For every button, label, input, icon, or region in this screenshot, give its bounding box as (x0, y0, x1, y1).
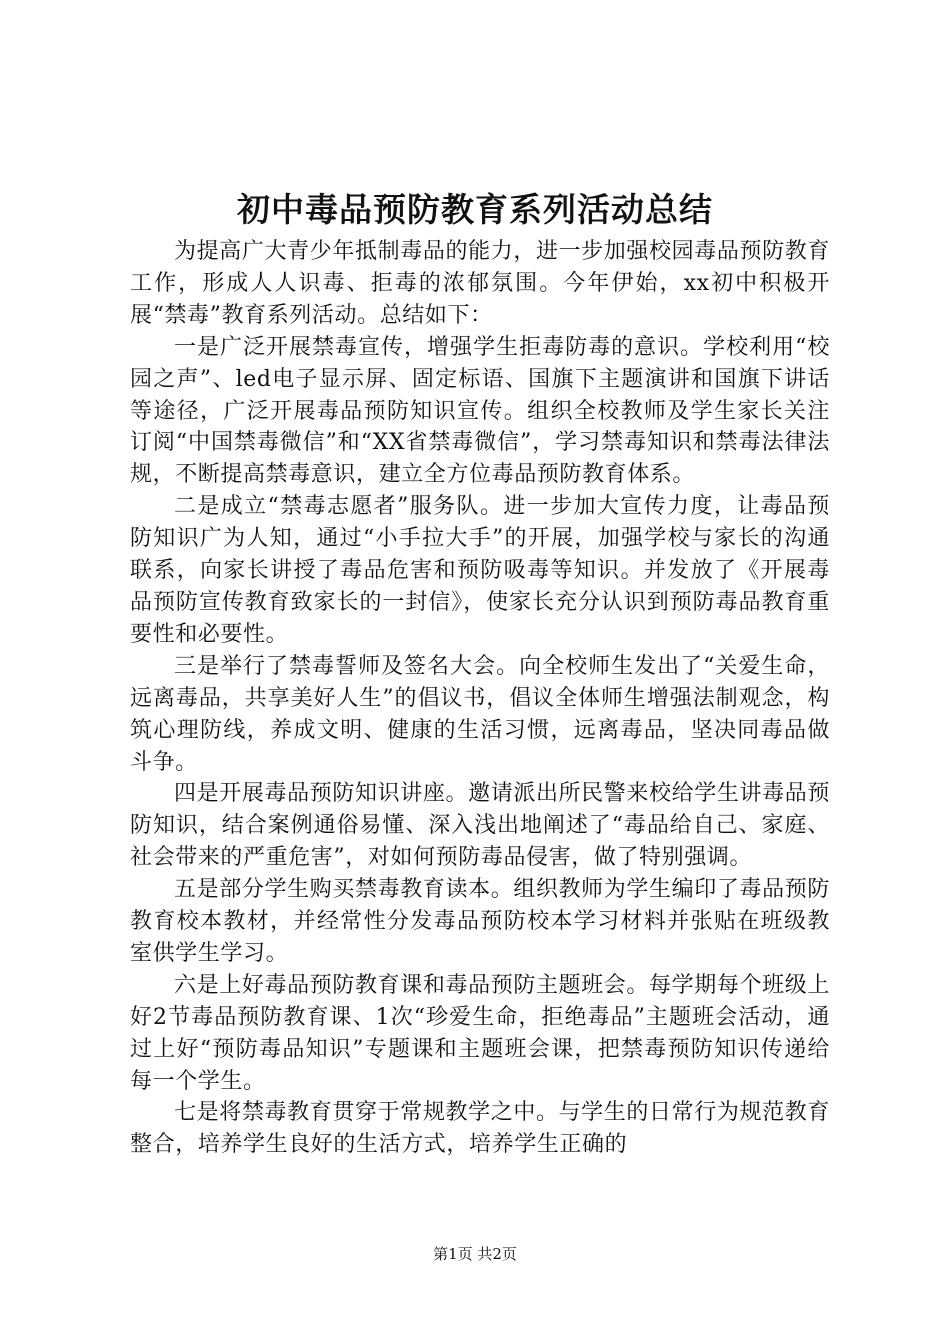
paragraph-item-2: 二是成立“禁毒志愿者”服务队。进一步加大宣传力度，让毒品预防知识广为人知，通过“小手拉大手”的开展，加强学校与家长的沟通联系，向家长讲授了毒品危害和预防吸毒等知识。并发放了《开展毒品预防宣传教育致家长的一封信》，使家长充分认识到预防毒品教育重要性和必要性。 (130, 494, 830, 647)
paragraph-intro: 为提高广大青少年抵制毒品的能力，进一步加强校园毒品预防教育工作，形成人人识毒、拒毒的浓郁氛围。今年伊始，xx初中积极开展“禁毒”教育系列活动。总结如下： (130, 239, 830, 328)
page-number-footer: 第1页 共2页 (433, 1245, 517, 1263)
paragraph-item-4: 四是开展毒品预防知识讲座。邀请派出所民警来校给学生讲毒品预防知识，结合案例通俗易懂、深入浅出地阐述了“毒品给自己、家庭、社会带来的严重危害”，对如何预防毒品侵害，做了特别强调。 (130, 781, 830, 871)
paragraph-item-5: 五是部分学生购买禁毒教育读本。组织教师为学生编印了毒品预防教育校本教材，并经常性分发毒品预防校本学习材料并张贴在班级教室供学生学习。 (130, 877, 830, 966)
paragraph-item-1: 一是广泛开展禁毒宣传，增强学生拒毒防毒的意识。学校利用“校园之声”、led电子显示屏、固定标语、国旗下主题演讲和国旗下讲话等途径，广泛开展毒品预防知识宣传。组织全校教师及学生家长关注订阅“中国禁毒微信”和“XX省禁毒微信”，学习禁毒知识和禁毒法律法规，不断提高禁毒意识，建立全方位毒品预防教育体系。 (130, 334, 830, 488)
document-body (130, 236, 830, 1161)
paragraph-item-6: 六是上好毒品预防教育课和毒品预防主题班会。每学期每个班级上好2节毒品预防教育课、1次“珍爱生命，拒绝毒品”主题班会活动，通过上好“预防毒品知识”专题课和主题班会课，把禁毒预防知识传递给每一个学生。 (130, 972, 830, 1094)
paragraph-item-7: 七是将禁毒教育贯穿于常规教学之中。与学生的日常行为规范教育整合，培养学生良好的生活方式，培养学生正确的 (130, 1100, 830, 1158)
paragraph-item-3: 三是举行了禁毒誓师及签名大会。向全校师生发出了“关爱生命，远离毒品，共享美好人生”的倡议书，倡议全体师生增强法制观念，构筑心理防线，养成文明、健康的生活习惯，远离毒品，坚决同毒品做斗争。 (130, 653, 830, 775)
document-title: 初中毒品预防教育系列活动总结 (237, 190, 713, 229)
